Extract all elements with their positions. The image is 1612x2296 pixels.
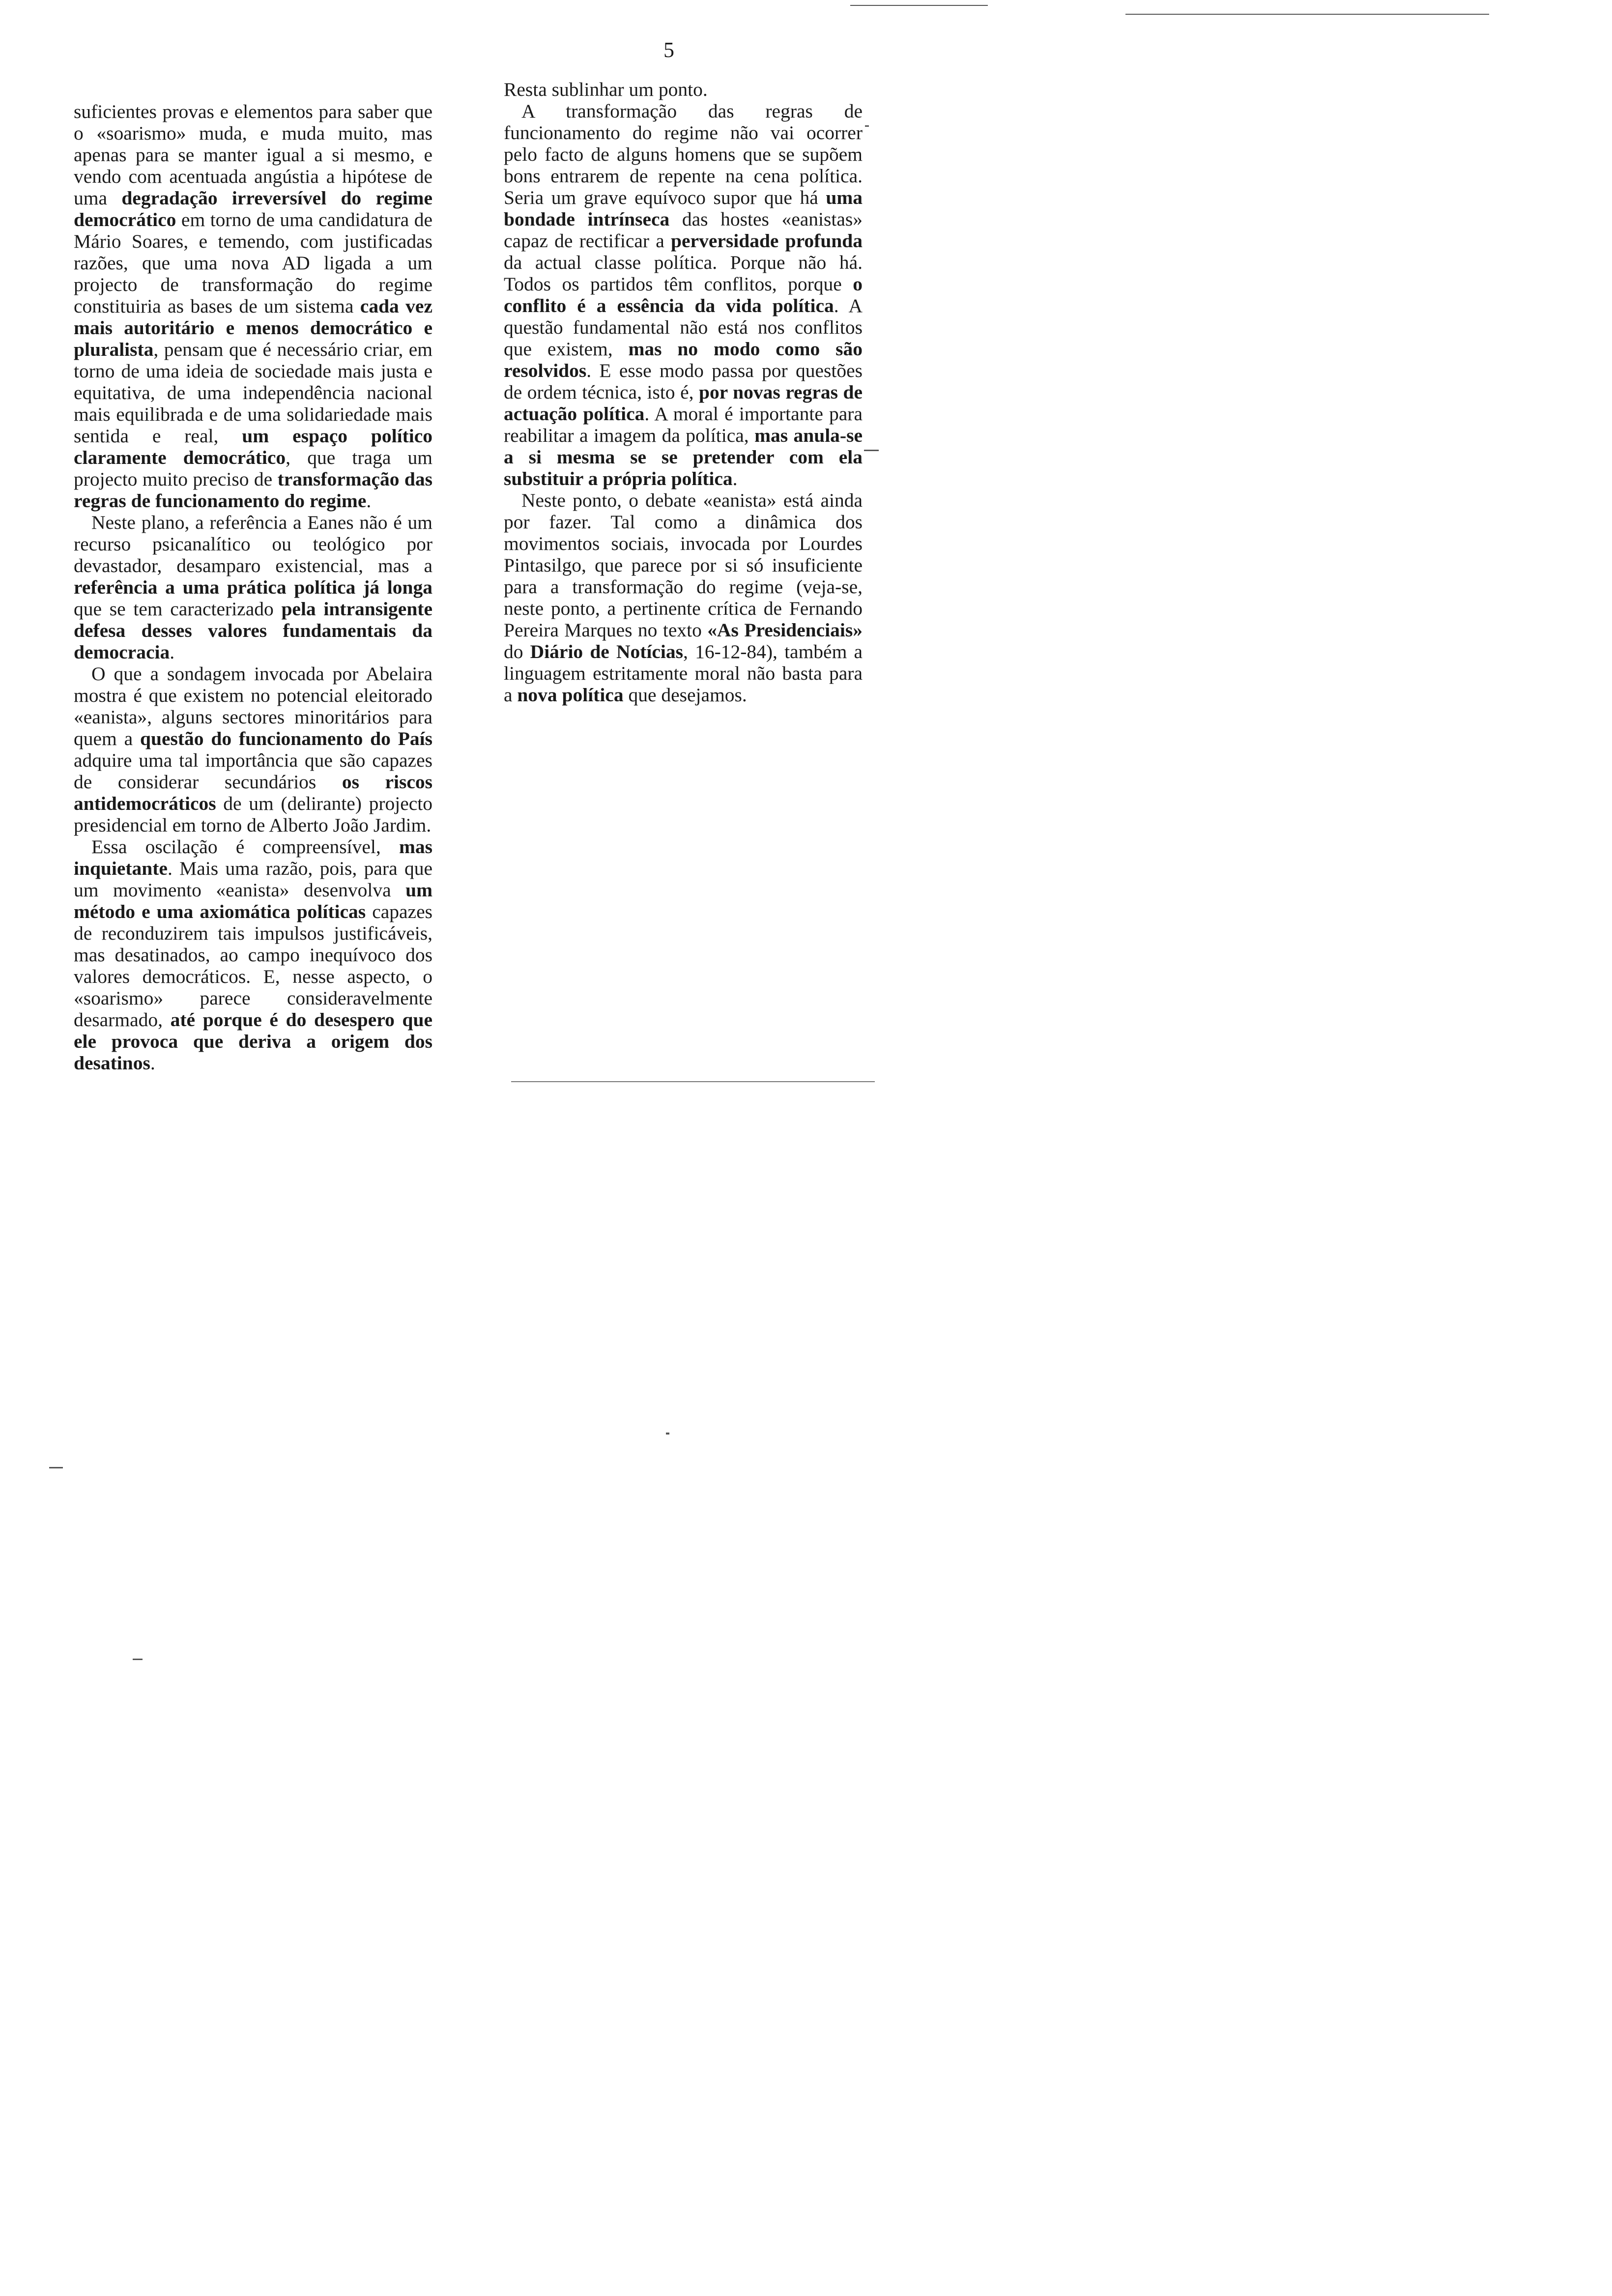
emphasized-text: perversidade profunda	[671, 230, 863, 252]
body-text: . Mais uma razão, pois, para que um movimento «eanista» desenvolva	[74, 858, 432, 901]
body-text: que desejamos.	[623, 684, 747, 706]
article-column-right	[504, 79, 863, 706]
article-paragraph	[504, 79, 863, 100]
body-text: suficientes provas e elementos para saber que o «soarismo» muda, e muda muito, mas apenas para se manter igual a si mesmo, e vendo com acentuada angústia a hipótese de uma	[74, 101, 432, 209]
emphasized-text: até porque é do desespero que ele provoca que deriva a origem dos desatinos	[74, 1009, 432, 1074]
emphasized-text: Diário de Notícias	[530, 641, 684, 662]
body-text: .	[170, 641, 175, 663]
body-text: Resta sublinhar um ponto.	[504, 79, 708, 100]
body-text: das hostes «eanistas» capaz de rectificar a	[504, 208, 863, 252]
scan-speck	[864, 450, 879, 451]
emphasized-text: os riscos antidemocráticos	[74, 771, 433, 814]
article-paragraph	[504, 100, 863, 489]
body-text: A transformação das regras de funcionamento do regime não vai ocorrer pelo facto de alguns homens que se supõem bons entrarem de repente na cena política. Seria um grave equívoco supor que há	[504, 100, 863, 208]
scan-speck	[865, 125, 869, 127]
body-text: , 16-12-84), também a linguagem estritamente moral não basta para a	[504, 641, 863, 706]
emphasized-text: pela intransigente defesa desses valores fundamentais da democracia	[74, 598, 432, 663]
body-text: .	[366, 490, 372, 512]
emphasized-text: mas no modo como são resolvidos	[504, 338, 863, 381]
body-text: , pensam que é necessário criar, em torno de uma ideia de sociedade mais justa e equitativa, de uma independência nacional mais equilibrada e de uma solidariedade mais sentida e real,	[74, 339, 432, 447]
emphasized-text: «As Presidenciais»	[707, 619, 863, 641]
emphasized-text: transformação das regras de funcionamento do regime	[74, 468, 432, 512]
emphasized-text: referência a uma prática política já longa	[74, 576, 432, 598]
top-rule-left	[850, 5, 988, 6]
article-paragraph	[74, 836, 432, 1074]
emphasized-text: uma bondade intrínseca	[504, 187, 863, 230]
body-text: do	[504, 641, 530, 662]
body-text: .	[732, 468, 738, 489]
scan-speck	[666, 1433, 669, 1435]
body-text: Essa oscilação é compreensível,	[91, 836, 399, 858]
emphasized-text: mas anula-se a si mesma se se pretender com ela substituir a própria política	[504, 425, 863, 489]
body-text: da actual classe política. Porque não há. Todos os partidos têm conflitos, porque	[504, 252, 863, 295]
body-text: O que a sondagem invocada por Abelaira mostra é que existem no potencial eleitorado «eanista», alguns sectores minoritários para quem a	[74, 663, 432, 749]
emphasized-text: um espaço político claramente democrático	[74, 425, 432, 468]
emphasized-text: cada vez mais autoritário e menos democrático e pluralista	[74, 295, 432, 360]
emphasized-text: o conflito é a essência da vida política	[504, 273, 863, 316]
article-column-left	[74, 101, 432, 1074]
column-end-rule	[511, 1081, 875, 1082]
article-paragraph	[74, 663, 432, 836]
article-paragraph	[74, 512, 432, 663]
body-text: de um (delirante) projecto presidencial em torno de Alberto João Jardim.	[74, 793, 432, 836]
top-rule-right	[1125, 14, 1489, 15]
scan-speck	[133, 1659, 143, 1660]
body-text: .	[150, 1052, 155, 1074]
body-text: em torno de uma candidatura de Mário Soares, e temendo, com justificadas razões, que uma nova AD ligada a um projecto de transformação do regime constituiria as bases de um sistema	[74, 209, 432, 317]
emphasized-text: degradação irreversível do regime democrático	[74, 187, 432, 230]
body-text: . A moral é importante para reabilitar a imagem da política,	[504, 403, 863, 446]
body-text: capazes de reconduzirem tais impulsos justificáveis, mas desatinados, ao campo inequívoco dos valores democráticos. E, nesse aspecto, o «soarismo» parece consideravelmente desarmado,	[74, 901, 432, 1031]
scan-speck	[49, 1467, 63, 1468]
body-text: que se tem caracterizado	[74, 598, 282, 620]
emphasized-text: um método e uma axiomática políticas	[74, 879, 432, 922]
emphasized-text: por novas regras de actuação política	[504, 381, 863, 425]
body-text: . A questão fundamental não está nos conflitos que existem,	[504, 295, 863, 360]
article-paragraph	[504, 489, 863, 706]
body-text: adquire uma tal importância que são capazes de considerar secundários	[74, 749, 432, 793]
body-text: Neste ponto, o debate «eanista» está ainda por fazer. Tal como a dinâmica dos movimentos sociais, invocada por Lourdes Pintasilgo, que parece por si só insuficiente para a transformação do regime (veja-se, neste ponto, a pertinente crítica de Fernando Pereira Marques no texto	[504, 489, 863, 641]
body-text: , que traga um projecto muito preciso de	[74, 447, 432, 490]
emphasized-text: mas inquietante	[74, 836, 432, 879]
page-number: 5	[663, 38, 674, 62]
body-text: . E esse modo passa por questões de ordem técnica, isto é,	[504, 360, 863, 403]
body-text: Neste plano, a referência a Eanes não é um recurso psicanalítico ou teológico por devastador, desamparo existencial, mas a	[74, 512, 432, 576]
emphasized-text: questão do funcionamento do País	[140, 728, 432, 749]
article-paragraph	[74, 101, 432, 512]
emphasized-text: nova política	[517, 684, 624, 706]
